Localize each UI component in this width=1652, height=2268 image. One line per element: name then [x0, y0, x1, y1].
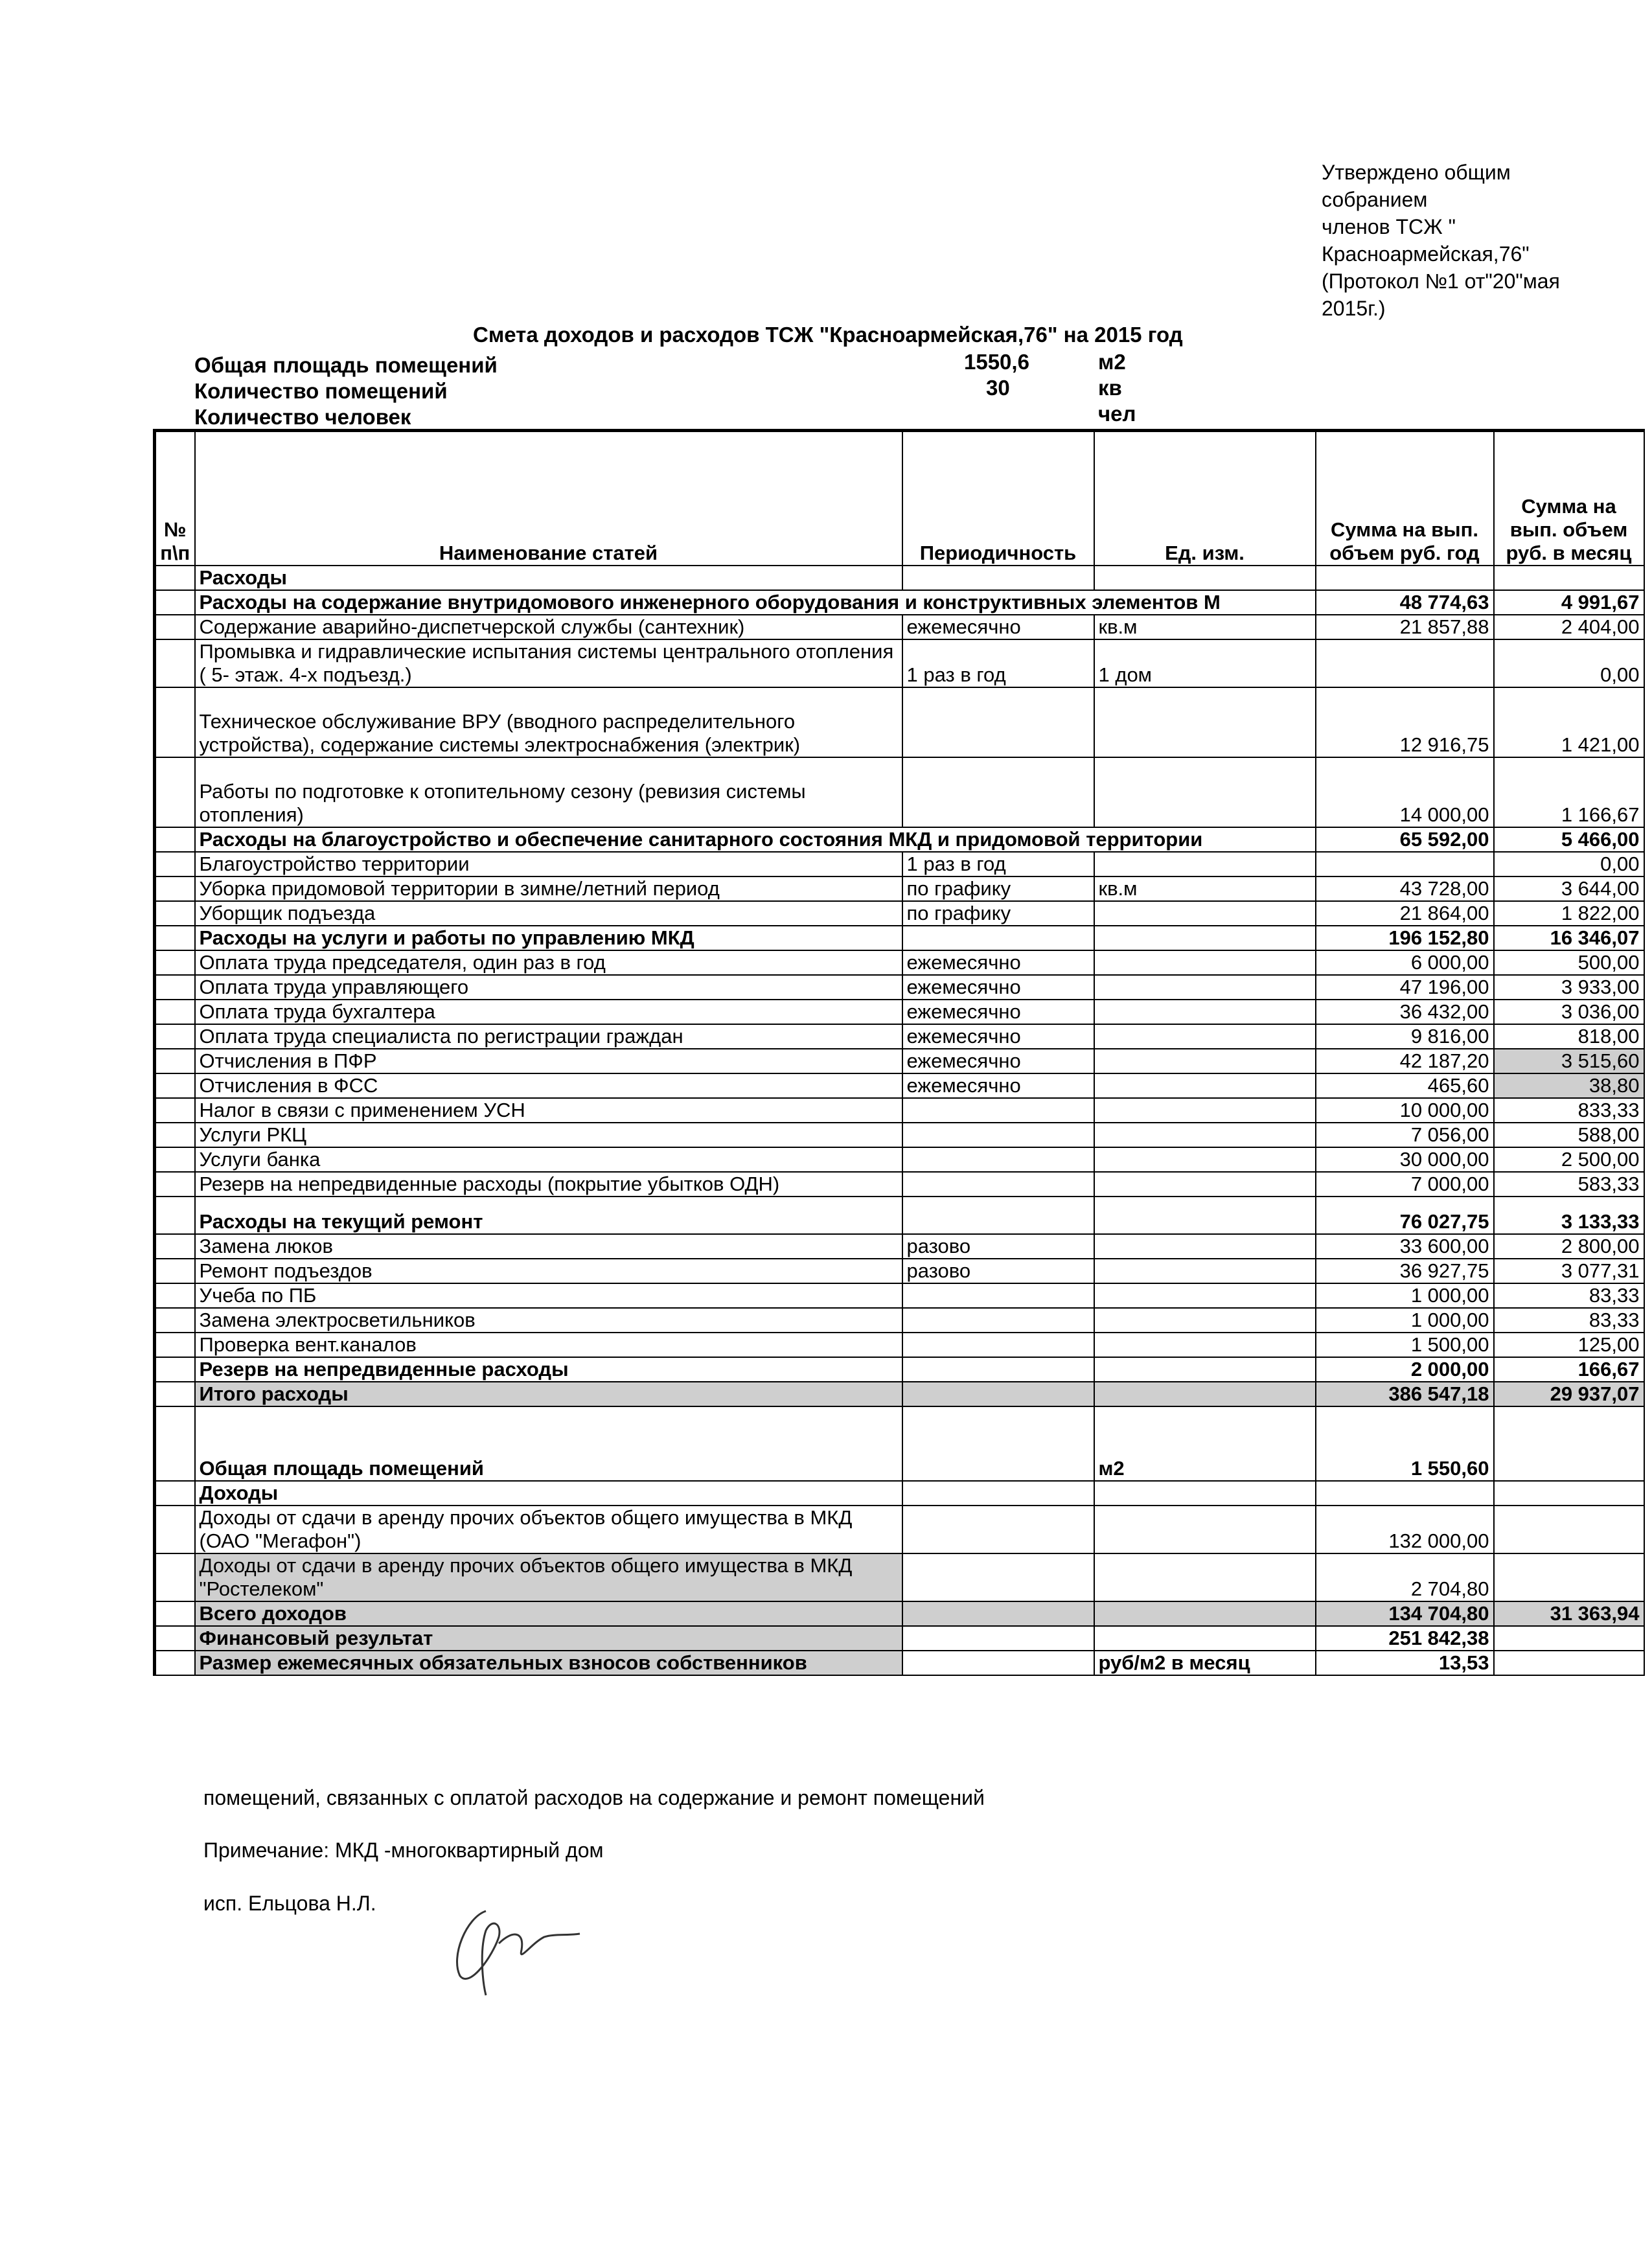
- row-year-cell: 2 704,80: [1316, 1553, 1494, 1601]
- table-row: [155, 1601, 1644, 1626]
- table-row: [155, 1357, 1644, 1382]
- approval-line: (Протокол №1 от"20"мая: [1322, 269, 1560, 293]
- row-year-cell: 9 816,00: [1316, 1024, 1494, 1049]
- table-body: [155, 566, 1644, 1675]
- row-num-cell: [155, 876, 195, 901]
- row-year-cell: 48 774,63: [1316, 590, 1494, 615]
- row-year-cell: 465,60: [1316, 1073, 1494, 1098]
- row-num-cell: [155, 1506, 195, 1553]
- row-num-cell: [155, 1601, 195, 1626]
- row-month-cell: 1 166,67: [1494, 757, 1644, 827]
- row-name-cell: Расходы: [195, 566, 902, 590]
- row-month-cell: 833,33: [1494, 1098, 1644, 1123]
- table-row: [155, 1098, 1644, 1123]
- row-period-cell: [902, 1357, 1094, 1382]
- meta-area-label: Общая площадь помещений: [194, 353, 498, 377]
- row-name-cell: Благоустройство территории: [195, 852, 902, 876]
- row-num-cell: [155, 639, 195, 687]
- row-name-cell: Работы по подготовке к отопительному сезону (ревизия системы отопления): [195, 757, 902, 827]
- row-name-cell: Оплата труда председателя, один раз в год: [195, 950, 902, 975]
- row-period-cell: [902, 926, 1094, 950]
- row-unit-cell: [1094, 1234, 1316, 1259]
- row-period-cell: [902, 1651, 1094, 1675]
- row-period-cell: [902, 1172, 1094, 1197]
- row-name-cell: Отчисления в ПФР: [195, 1049, 902, 1073]
- row-year-cell: 43 728,00: [1316, 876, 1494, 901]
- row-unit-cell: [1094, 1098, 1316, 1123]
- row-year-cell: 42 187,20: [1316, 1049, 1494, 1073]
- table-row: [155, 687, 1644, 757]
- row-unit-cell: [1094, 1333, 1316, 1357]
- row-num-cell: [155, 1147, 195, 1172]
- row-unit-cell: [1094, 687, 1316, 757]
- row-unit-cell: [1094, 1382, 1316, 1406]
- row-num-cell: [155, 1406, 195, 1481]
- estimate-table: [153, 429, 1645, 1676]
- table-row: [155, 1308, 1644, 1333]
- signature: [447, 1898, 583, 2002]
- meta-rooms-unit: кв: [1098, 376, 1122, 400]
- row-unit-cell: [1094, 1626, 1316, 1651]
- row-year-cell: 76 027,75: [1316, 1197, 1494, 1234]
- row-name-cell: Оплата труда специалиста по регистрации граждан: [195, 1024, 902, 1049]
- meta-rooms-label: Количество помещений: [194, 379, 448, 403]
- row-unit-cell: [1094, 1123, 1316, 1147]
- table-row: [155, 1283, 1644, 1308]
- row-name-cell: Финансовый результат: [195, 1626, 902, 1651]
- row-name-cell: Техническое обслуживание ВРУ (вводного распределительного устройства), содержание системы электроснабжения (электрик): [195, 687, 902, 757]
- table-row: [155, 639, 1644, 687]
- row-month-cell: 818,00: [1494, 1024, 1644, 1049]
- row-year-cell: 13,53: [1316, 1651, 1494, 1675]
- row-num-cell: [155, 1259, 195, 1283]
- row-name-cell: Замена электросветильников: [195, 1308, 902, 1333]
- row-unit-cell: [1094, 1601, 1316, 1626]
- row-unit-cell: [1094, 1308, 1316, 1333]
- row-name-cell: Ремонт подъездов: [195, 1259, 902, 1283]
- row-name-cell: Уборщик подъезда: [195, 901, 902, 926]
- row-month-cell: 3 133,33: [1494, 1197, 1644, 1234]
- row-num-cell: [155, 1308, 195, 1333]
- row-period-cell: по графику: [902, 876, 1094, 901]
- table-row: [155, 1259, 1644, 1283]
- row-name-cell: Расходы на услуги и работы по управлению МКД: [195, 926, 902, 950]
- row-year-cell: [1316, 1481, 1494, 1506]
- row-unit-cell: [1094, 1000, 1316, 1024]
- row-period-cell: ежемесячно: [902, 1000, 1094, 1024]
- row-unit-cell: [1094, 1357, 1316, 1382]
- row-num-cell: [155, 1000, 195, 1024]
- table-row: [155, 615, 1644, 639]
- row-unit-cell: кв.м: [1094, 876, 1316, 901]
- row-num-cell: [155, 926, 195, 950]
- row-unit-cell: [1094, 1553, 1316, 1601]
- header-period: Периодичность: [902, 431, 1094, 566]
- row-name-cell: Всего доходов: [195, 1601, 902, 1626]
- row-year-cell: 386 547,18: [1316, 1382, 1494, 1406]
- approval-line: собранием: [1322, 188, 1428, 211]
- row-month-cell: 500,00: [1494, 950, 1644, 975]
- row-unit-cell: руб/м2 в месяц: [1094, 1651, 1316, 1675]
- row-name-cell: Промывка и гидравлические испытания системы центрального отопления ( 5- этаж. 4-х подъезд.): [195, 639, 902, 687]
- row-num-cell: [155, 1098, 195, 1123]
- row-month-cell: 4 991,67: [1494, 590, 1644, 615]
- table-row: [155, 1172, 1644, 1197]
- meta-people-label: Количество человек: [194, 405, 411, 429]
- row-num-cell: [155, 1651, 195, 1675]
- row-year-cell: 36 927,75: [1316, 1259, 1494, 1283]
- row-num-cell: [155, 1024, 195, 1049]
- row-month-cell: 588,00: [1494, 1123, 1644, 1147]
- approval-line: членов ТСЖ ": [1322, 215, 1456, 238]
- row-unit-cell: [1094, 1024, 1316, 1049]
- row-year-cell: 132 000,00: [1316, 1506, 1494, 1553]
- row-unit-cell: [1094, 975, 1316, 1000]
- table-row: [155, 1333, 1644, 1357]
- row-name-cell: Оплата труда бухгалтера: [195, 1000, 902, 1024]
- row-period-cell: [902, 1333, 1094, 1357]
- row-month-cell: 2 800,00: [1494, 1234, 1644, 1259]
- table-row: [155, 1073, 1644, 1098]
- row-name-cell: Содержание аварийно-диспетчерской службы (сантехник): [195, 615, 902, 639]
- row-name-cell: Расходы на благоустройство и обеспечение санитарного состояния МКД и придомовой территории: [195, 827, 1316, 852]
- table-row: [155, 1481, 1644, 1506]
- row-name-cell: Проверка вент.каналов: [195, 1333, 902, 1357]
- row-month-cell: [1494, 1553, 1644, 1601]
- row-period-cell: разово: [902, 1234, 1094, 1259]
- row-num-cell: [155, 1333, 195, 1357]
- row-year-cell: 21 864,00: [1316, 901, 1494, 926]
- row-month-cell: 29 937,07: [1494, 1382, 1644, 1406]
- row-unit-cell: [1094, 1147, 1316, 1172]
- header-sum-month: Сумма на вып. объем руб. в месяц: [1494, 431, 1644, 566]
- row-name-cell: Расходы на содержание внутридомового инженерного оборудования и конструктивных элементов М: [195, 590, 1316, 615]
- row-num-cell: [155, 1073, 195, 1098]
- row-year-cell: 1 500,00: [1316, 1333, 1494, 1357]
- row-month-cell: [1494, 1406, 1644, 1481]
- row-name-cell: Итого расходы: [195, 1382, 902, 1406]
- row-year-cell: 2 000,00: [1316, 1357, 1494, 1382]
- meta-area-value: 1550,6: [964, 350, 1029, 374]
- row-month-cell: 3 644,00: [1494, 876, 1644, 901]
- row-name-cell: Замена люков: [195, 1234, 902, 1259]
- row-unit-cell: [1094, 566, 1316, 590]
- row-year-cell: 7 056,00: [1316, 1123, 1494, 1147]
- row-num-cell: [155, 975, 195, 1000]
- table-row: [155, 1626, 1644, 1651]
- row-num-cell: [155, 1357, 195, 1382]
- row-period-cell: [902, 1626, 1094, 1651]
- row-unit-cell: [1094, 901, 1316, 926]
- row-year-cell: [1316, 566, 1494, 590]
- row-month-cell: 2 404,00: [1494, 615, 1644, 639]
- row-period-cell: ежемесячно: [902, 615, 1094, 639]
- row-period-cell: ежемесячно: [902, 1073, 1094, 1098]
- row-period-cell: [902, 1601, 1094, 1626]
- row-unit-cell: [1094, 1481, 1316, 1506]
- row-period-cell: [902, 757, 1094, 827]
- meta-people-unit: чел: [1098, 402, 1136, 426]
- row-year-cell: 47 196,00: [1316, 975, 1494, 1000]
- row-month-cell: [1494, 1506, 1644, 1553]
- row-unit-cell: [1094, 1283, 1316, 1308]
- table-row: [155, 901, 1644, 926]
- row-num-cell: [155, 1172, 195, 1197]
- row-year-cell: 30 000,00: [1316, 1147, 1494, 1172]
- row-unit-cell: 1 дом: [1094, 639, 1316, 687]
- row-name-cell: Резерв на непредвиденные расходы (покрытие убытков ОДН): [195, 1172, 902, 1197]
- row-num-cell: [155, 1197, 195, 1234]
- footer-note: Примечание: МКД -многоквартирный дом: [203, 1838, 604, 1862]
- row-month-cell: 83,33: [1494, 1308, 1644, 1333]
- table-row: [155, 1406, 1644, 1481]
- row-month-cell: [1494, 1481, 1644, 1506]
- row-period-cell: [902, 1553, 1094, 1601]
- row-month-cell: 125,00: [1494, 1333, 1644, 1357]
- row-year-cell: 1 550,60: [1316, 1406, 1494, 1481]
- row-month-cell: 2 500,00: [1494, 1147, 1644, 1172]
- row-name-cell: Доходы: [195, 1481, 902, 1506]
- row-period-cell: [902, 1406, 1094, 1481]
- row-num-cell: [155, 827, 195, 852]
- row-num-cell: [155, 852, 195, 876]
- row-month-cell: 1 822,00: [1494, 901, 1644, 926]
- row-month-cell: [1494, 1626, 1644, 1651]
- row-name-cell: Общая площадь помещений: [195, 1406, 902, 1481]
- row-month-cell: 31 363,94: [1494, 1601, 1644, 1626]
- row-period-cell: по графику: [902, 901, 1094, 926]
- row-period-cell: [902, 1506, 1094, 1553]
- row-unit-cell: [1094, 926, 1316, 950]
- row-month-cell: 166,67: [1494, 1357, 1644, 1382]
- row-period-cell: [902, 1123, 1094, 1147]
- row-unit-cell: м2: [1094, 1406, 1316, 1481]
- row-period-cell: 1 раз в год: [902, 852, 1094, 876]
- row-unit-cell: [1094, 1197, 1316, 1234]
- header-sum-year: Сумма на вып. объем руб. год: [1316, 431, 1494, 566]
- row-unit-cell: [1094, 1259, 1316, 1283]
- header-num: № п\п: [155, 431, 195, 566]
- row-num-cell: [155, 1382, 195, 1406]
- row-month-cell: 5 466,00: [1494, 827, 1644, 852]
- table-row: [155, 566, 1644, 590]
- table-row: [155, 975, 1644, 1000]
- table-row: [155, 757, 1644, 827]
- row-period-cell: ежемесячно: [902, 950, 1094, 975]
- row-num-cell: [155, 1626, 195, 1651]
- row-year-cell: 33 600,00: [1316, 1234, 1494, 1259]
- row-name-cell: Услуги РКЦ: [195, 1123, 902, 1147]
- row-month-cell: 583,33: [1494, 1172, 1644, 1197]
- row-num-cell: [155, 1123, 195, 1147]
- row-num-cell: [155, 1481, 195, 1506]
- row-year-cell: 196 152,80: [1316, 926, 1494, 950]
- row-unit-cell: кв.м: [1094, 615, 1316, 639]
- header-name: Наименование статей: [195, 431, 902, 566]
- row-unit-cell: [1094, 852, 1316, 876]
- header-unit: Ед. изм.: [1094, 431, 1316, 566]
- table-row: [155, 1000, 1644, 1024]
- row-num-cell: [155, 901, 195, 926]
- row-num-cell: [155, 590, 195, 615]
- row-num-cell: [155, 950, 195, 975]
- table-row: [155, 1049, 1644, 1073]
- row-unit-cell: [1094, 950, 1316, 975]
- row-name-cell: Резерв на непредвиденные расходы: [195, 1357, 902, 1382]
- row-year-cell: 134 704,80: [1316, 1601, 1494, 1626]
- row-month-cell: 3 077,31: [1494, 1259, 1644, 1283]
- row-year-cell: [1316, 639, 1494, 687]
- row-num-cell: [155, 757, 195, 827]
- table-row: [155, 590, 1644, 615]
- approval-block: [1322, 159, 1594, 322]
- row-period-cell: [902, 566, 1094, 590]
- document-title: Смета доходов и расходов ТСЖ "Красноармейская,76" на 2015 год: [473, 323, 1183, 347]
- table-row: [155, 852, 1644, 876]
- footer-line: помещений, связанных с оплатой расходов на содержание и ремонт помещений: [203, 1786, 985, 1809]
- meta-area-unit: м2: [1098, 350, 1126, 374]
- table-row: [155, 827, 1644, 852]
- row-year-cell: 21 857,88: [1316, 615, 1494, 639]
- row-year-cell: 251 842,38: [1316, 1626, 1494, 1651]
- row-year-cell: 1 000,00: [1316, 1308, 1494, 1333]
- row-period-cell: 1 раз в год: [902, 639, 1094, 687]
- row-name-cell: Размер ежемесячных обязательных взносов собственников: [195, 1651, 902, 1675]
- row-year-cell: 12 916,75: [1316, 687, 1494, 757]
- table-row: [155, 1197, 1644, 1234]
- table-row: [155, 950, 1644, 975]
- row-num-cell: [155, 1234, 195, 1259]
- row-period-cell: разово: [902, 1259, 1094, 1283]
- approval-line: Красноармейская,76": [1322, 242, 1530, 266]
- row-month-cell: [1494, 1651, 1644, 1675]
- row-name-cell: Услуги банка: [195, 1147, 902, 1172]
- row-month-cell: 16 346,07: [1494, 926, 1644, 950]
- row-month-cell: 83,33: [1494, 1283, 1644, 1308]
- row-unit-cell: [1094, 757, 1316, 827]
- row-num-cell: [155, 615, 195, 639]
- table-row: [155, 1651, 1644, 1675]
- row-year-cell: 10 000,00: [1316, 1098, 1494, 1123]
- row-name-cell: Отчисления в ФСС: [195, 1073, 902, 1098]
- table-row: [155, 1234, 1644, 1259]
- table-row: [155, 1123, 1644, 1147]
- table-header-row: [155, 431, 1644, 566]
- row-period-cell: [902, 1481, 1094, 1506]
- meta-rooms-value: 30: [986, 376, 1010, 400]
- row-month-cell: 0,00: [1494, 639, 1644, 687]
- row-year-cell: 1 000,00: [1316, 1283, 1494, 1308]
- row-period-cell: ежемесячно: [902, 975, 1094, 1000]
- row-period-cell: [902, 1283, 1094, 1308]
- row-period-cell: [902, 687, 1094, 757]
- row-year-cell: 65 592,00: [1316, 827, 1494, 852]
- table-row: [155, 1382, 1644, 1406]
- table-row: [155, 1024, 1644, 1049]
- table-row: [155, 876, 1644, 901]
- approval-line: Утверждено общим: [1322, 161, 1511, 184]
- row-name-cell: Учеба по ПБ: [195, 1283, 902, 1308]
- row-name-cell: Доходы от сдачи в аренду прочих объектов общего имущества в МКД "Ростелеком": [195, 1553, 902, 1601]
- row-name-cell: Доходы от сдачи в аренду прочих объектов общего имущества в МКД (ОАО "Мегафон"): [195, 1506, 902, 1553]
- row-unit-cell: [1094, 1049, 1316, 1073]
- row-period-cell: [902, 1197, 1094, 1234]
- row-period-cell: [902, 1098, 1094, 1123]
- row-year-cell: 14 000,00: [1316, 757, 1494, 827]
- row-unit-cell: [1094, 1073, 1316, 1098]
- row-period-cell: [902, 1147, 1094, 1172]
- row-num-cell: [155, 1049, 195, 1073]
- row-period-cell: ежемесячно: [902, 1024, 1094, 1049]
- row-month-cell: [1494, 566, 1644, 590]
- row-unit-cell: [1094, 1172, 1316, 1197]
- table-row: [155, 1147, 1644, 1172]
- row-year-cell: 7 000,00: [1316, 1172, 1494, 1197]
- row-month-cell: 3 036,00: [1494, 1000, 1644, 1024]
- row-name-cell: Оплата труда управляющего: [195, 975, 902, 1000]
- row-month-cell: 3 515,60: [1494, 1049, 1644, 1073]
- row-num-cell: [155, 1553, 195, 1601]
- row-month-cell: 0,00: [1494, 852, 1644, 876]
- row-num-cell: [155, 687, 195, 757]
- row-name-cell: Расходы на текущий ремонт: [195, 1197, 902, 1234]
- footer-executor: исп. Ельцова Н.Л.: [203, 1892, 376, 1915]
- row-period-cell: [902, 1382, 1094, 1406]
- approval-line: 2015г.): [1322, 297, 1386, 320]
- row-month-cell: 1 421,00: [1494, 687, 1644, 757]
- row-unit-cell: [1094, 1506, 1316, 1553]
- row-period-cell: [902, 1308, 1094, 1333]
- row-year-cell: 6 000,00: [1316, 950, 1494, 975]
- row-month-cell: 38,80: [1494, 1073, 1644, 1098]
- row-period-cell: ежемесячно: [902, 1049, 1094, 1073]
- row-month-cell: 3 933,00: [1494, 975, 1644, 1000]
- row-name-cell: Уборка придомовой территории в зимне/летний период: [195, 876, 902, 901]
- row-num-cell: [155, 566, 195, 590]
- table-row: [155, 1553, 1644, 1601]
- row-year-cell: [1316, 852, 1494, 876]
- row-year-cell: 36 432,00: [1316, 1000, 1494, 1024]
- table-row: [155, 1506, 1644, 1553]
- row-num-cell: [155, 1283, 195, 1308]
- table-row: [155, 926, 1644, 950]
- row-name-cell: Налог в связи с применением УСН: [195, 1098, 902, 1123]
